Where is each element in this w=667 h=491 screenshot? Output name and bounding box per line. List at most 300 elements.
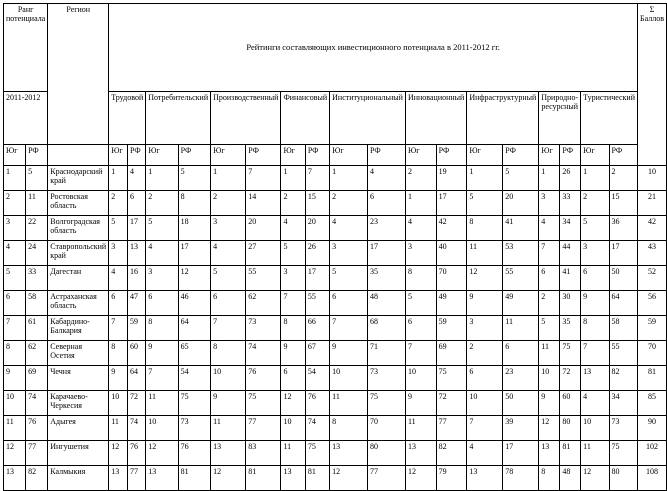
table-row: [4, 291, 667, 316]
rating-cell: 34: [560, 216, 581, 241]
rating-cell: 53: [503, 241, 539, 266]
sum-cell: 42: [637, 216, 666, 241]
region-name: Чечня: [48, 366, 109, 391]
rating-cell: 4: [581, 391, 609, 416]
rating-cell: 2: [211, 191, 246, 216]
rating-cell: 5: [330, 266, 368, 291]
rating-cell: 3: [211, 216, 246, 241]
sum-cell: 52: [637, 266, 666, 291]
rating-cell: 3: [330, 241, 368, 266]
rating-cell: 62: [246, 291, 281, 316]
region-name: Волгоградская область: [48, 216, 109, 241]
category-header: Производственный: [211, 92, 281, 145]
rating-cell: 23: [368, 216, 406, 241]
rating-cell: 82: [609, 366, 637, 391]
rating-cell: 11: [581, 441, 609, 466]
region-name: Ростовская область: [48, 191, 109, 216]
rank-russia: 76: [26, 416, 48, 441]
sum-cell: 85: [637, 391, 666, 416]
rating-cell: 2: [146, 191, 178, 216]
rating-cell: 75: [436, 366, 467, 391]
rating-cell: 10: [405, 366, 436, 391]
rating-cell: 5: [405, 291, 436, 316]
rating-cell: 12: [539, 416, 560, 441]
rating-cell: 3: [539, 191, 560, 216]
rating-cell: 11: [281, 441, 305, 466]
rating-cell: 4: [281, 216, 305, 241]
rating-cell: 33: [560, 191, 581, 216]
rating-cell: 75: [178, 391, 210, 416]
sub-yug: Юг: [281, 145, 305, 166]
rating-cell: 7: [581, 341, 609, 366]
rating-cell: 48: [560, 466, 581, 491]
category-header: Финансовый: [281, 92, 330, 145]
rating-cell: 17: [178, 241, 210, 266]
rating-cell: 1: [281, 166, 305, 191]
rating-cell: 2: [609, 166, 637, 191]
rating-cell: 1: [405, 191, 436, 216]
sub-rf: РФ: [128, 145, 146, 166]
rating-cell: 6: [368, 191, 406, 216]
rating-cell: 73: [368, 366, 406, 391]
rating-cell: 80: [609, 466, 637, 491]
sub-rf: РФ: [305, 145, 329, 166]
rank-south: 8: [4, 341, 26, 366]
rating-cell: 64: [128, 366, 146, 391]
rating-cell: 49: [436, 291, 467, 316]
table-row: [4, 241, 667, 266]
rank-south: 1: [4, 166, 26, 191]
rating-cell: 12: [467, 266, 503, 291]
rating-cell: 13: [128, 241, 146, 266]
rating-cell: 9: [211, 391, 246, 416]
rating-cell: 11: [405, 416, 436, 441]
rank-south: 11: [4, 416, 26, 441]
rating-cell: 13: [405, 441, 436, 466]
investment-potential-table: [3, 3, 667, 491]
rating-cell: 35: [560, 316, 581, 341]
rating-cell: 5: [178, 166, 210, 191]
sum-cell: 102: [637, 441, 666, 466]
rating-cell: 76: [305, 391, 329, 416]
rating-cell: 7: [246, 166, 281, 191]
rating-cell: 8: [539, 466, 560, 491]
rating-cell: 5: [109, 216, 128, 241]
rating-cell: 81: [246, 466, 281, 491]
rank-russia: 24: [26, 241, 48, 266]
rating-cell: 12: [146, 441, 178, 466]
sub-yug: Юг: [467, 145, 503, 166]
rating-cell: 6: [503, 341, 539, 366]
header-row-3: [4, 145, 667, 166]
rating-cell: 7: [305, 166, 329, 191]
rating-cell: 9: [581, 291, 609, 316]
rating-cell: 9: [405, 391, 436, 416]
rating-cell: 13: [146, 466, 178, 491]
rating-cell: 75: [246, 391, 281, 416]
table-row: [4, 366, 667, 391]
rating-cell: 6: [467, 366, 503, 391]
period-header: 2011-2012: [4, 92, 48, 145]
rating-cell: 2: [281, 191, 305, 216]
rating-cell: 60: [128, 341, 146, 366]
rating-cell: 47: [128, 291, 146, 316]
rating-cell: 2: [330, 191, 368, 216]
rating-cell: 8: [330, 416, 368, 441]
rating-cell: 68: [368, 316, 406, 341]
rating-cell: 82: [436, 441, 467, 466]
rating-cell: 4: [211, 241, 246, 266]
rating-cell: 7: [330, 316, 368, 341]
rating-cell: 75: [560, 341, 581, 366]
rating-cell: 36: [609, 216, 637, 241]
rating-cell: 7: [109, 316, 128, 341]
rating-cell: 40: [436, 241, 467, 266]
rating-cell: 5: [146, 216, 178, 241]
category-header: Туристический: [581, 92, 638, 145]
rating-cell: 19: [436, 166, 467, 191]
rating-cell: 77: [368, 466, 406, 491]
rating-cell: 13: [211, 441, 246, 466]
region-name: Кабардино-Балкария: [48, 316, 109, 341]
rating-cell: 50: [503, 391, 539, 416]
sub-yug: Юг: [539, 145, 560, 166]
rating-cell: 27: [246, 241, 281, 266]
rank-south: 10: [4, 391, 26, 416]
rating-cell: 15: [305, 191, 329, 216]
rank-south: 2: [4, 191, 26, 216]
rating-cell: 12: [281, 391, 305, 416]
rating-cell: 60: [560, 391, 581, 416]
rating-cell: 26: [560, 166, 581, 191]
rating-cell: 9: [467, 291, 503, 316]
rating-cell: 13: [581, 366, 609, 391]
rank-russia: 33: [26, 266, 48, 291]
sub-rf: РФ: [609, 145, 637, 166]
rating-cell: 10: [109, 391, 128, 416]
rating-cell: 20: [305, 216, 329, 241]
rating-cell: 11: [109, 416, 128, 441]
sub-rf: РФ: [368, 145, 406, 166]
table-body: [4, 166, 667, 491]
rank-russia: 82: [26, 466, 48, 491]
rating-cell: 76: [178, 441, 210, 466]
rating-cell: 5: [281, 241, 305, 266]
rating-cell: 4: [128, 166, 146, 191]
rating-cell: 79: [436, 466, 467, 491]
rating-cell: 42: [436, 216, 467, 241]
sub-yug: Юг: [581, 145, 609, 166]
rank-south: 12: [4, 441, 26, 466]
table-row: [4, 441, 667, 466]
rating-cell: 17: [503, 441, 539, 466]
rating-cell: 3: [109, 241, 128, 266]
rating-cell: 12: [178, 266, 210, 291]
rating-cell: 6: [109, 291, 128, 316]
rank-russia: 22: [26, 216, 48, 241]
table-row: [4, 191, 667, 216]
header-row-1: [4, 4, 667, 92]
rating-cell: 11: [146, 391, 178, 416]
sum-cell: 10: [637, 166, 666, 191]
rating-cell: 76: [128, 441, 146, 466]
rank-south: 9: [4, 366, 26, 391]
table-row: [4, 341, 667, 366]
rating-cell: 6: [330, 291, 368, 316]
sum-header: Σ Баллов: [637, 4, 666, 166]
rank-south: 5: [4, 266, 26, 291]
rating-cell: 8: [109, 341, 128, 366]
rating-cell: 41: [503, 216, 539, 241]
rating-cell: 77: [246, 416, 281, 441]
rating-cell: 65: [178, 341, 210, 366]
table-row: [4, 416, 667, 441]
rating-cell: 6: [211, 291, 246, 316]
rating-cell: 55: [305, 291, 329, 316]
table-title: Рейтинги составляющих инвестиционного потенциала в 2011-2012 гг.: [109, 4, 638, 92]
rank-south: 13: [4, 466, 26, 491]
rating-cell: 1: [330, 166, 368, 191]
rating-cell: 7: [539, 241, 560, 266]
rating-cell: 78: [503, 466, 539, 491]
rating-cell: 6: [146, 291, 178, 316]
rank-russia: 61: [26, 316, 48, 341]
rating-cell: 10: [146, 416, 178, 441]
rating-cell: 1: [581, 166, 609, 191]
rating-cell: 1: [146, 166, 178, 191]
rating-cell: 4: [368, 166, 406, 191]
rating-cell: 8: [467, 216, 503, 241]
sub-rf: РФ: [246, 145, 281, 166]
rank-russia: 5: [26, 166, 48, 191]
rating-cell: 13: [539, 441, 560, 466]
sum-cell: 56: [637, 291, 666, 316]
rating-cell: 81: [178, 466, 210, 491]
rating-cell: 7: [146, 366, 178, 391]
category-header: Потребительский: [146, 92, 211, 145]
rating-cell: 73: [246, 316, 281, 341]
rating-cell: 3: [405, 241, 436, 266]
region-name: Адыгея: [48, 416, 109, 441]
rating-cell: 1: [211, 166, 246, 191]
rating-cell: 17: [128, 216, 146, 241]
rating-cell: 12: [109, 441, 128, 466]
rank-south: 6: [4, 291, 26, 316]
rating-cell: 5: [539, 316, 560, 341]
rank-header: Ранг потенциала: [4, 4, 48, 92]
rating-cell: 75: [609, 441, 637, 466]
rating-cell: 5: [211, 266, 246, 291]
rating-cell: 71: [368, 341, 406, 366]
rating-cell: 17: [609, 241, 637, 266]
rating-cell: 20: [503, 191, 539, 216]
rating-cell: 70: [436, 266, 467, 291]
rating-cell: 9: [109, 366, 128, 391]
rating-cell: 13: [467, 466, 503, 491]
sum-cell: 90: [637, 416, 666, 441]
sub-yug: Юг: [109, 145, 128, 166]
rating-cell: 13: [330, 441, 368, 466]
rating-cell: 1: [109, 166, 128, 191]
region-name: Астраханская область: [48, 291, 109, 316]
rating-cell: 81: [305, 466, 329, 491]
rating-cell: 16: [128, 266, 146, 291]
region-name: Ингушетия: [48, 441, 109, 466]
rating-cell: 6: [405, 316, 436, 341]
rating-cell: 4: [539, 216, 560, 241]
table-row: [4, 166, 667, 191]
rating-cell: 11: [330, 391, 368, 416]
rating-cell: 48: [368, 291, 406, 316]
rating-cell: 11: [503, 316, 539, 341]
category-header: Инфраструктурный: [467, 92, 539, 145]
sum-cell: 108: [637, 466, 666, 491]
rating-cell: 8: [405, 266, 436, 291]
rating-cell: 44: [560, 241, 581, 266]
rating-cell: 35: [368, 266, 406, 291]
rating-cell: 4: [146, 241, 178, 266]
rating-cell: 1: [467, 166, 503, 191]
rating-cell: 58: [609, 316, 637, 341]
rating-cell: 76: [246, 366, 281, 391]
rating-cell: 9: [539, 391, 560, 416]
sum-cell: 43: [637, 241, 666, 266]
sub-yug: Юг: [330, 145, 368, 166]
rating-cell: 3: [281, 266, 305, 291]
rating-cell: 4: [467, 441, 503, 466]
sub-rf: РФ: [178, 145, 210, 166]
rating-cell: 10: [281, 416, 305, 441]
rating-cell: 11: [211, 416, 246, 441]
rating-cell: 9: [146, 341, 178, 366]
rating-cell: 23: [503, 366, 539, 391]
rating-cell: 5: [581, 216, 609, 241]
rating-cell: 55: [503, 266, 539, 291]
rating-cell: 80: [368, 441, 406, 466]
rating-cell: 54: [178, 366, 210, 391]
rating-cell: 10: [581, 416, 609, 441]
rating-cell: 81: [560, 441, 581, 466]
rating-cell: 17: [305, 266, 329, 291]
rating-cell: 55: [246, 266, 281, 291]
rating-cell: 69: [436, 341, 467, 366]
rating-cell: 12: [211, 466, 246, 491]
rating-cell: 67: [305, 341, 329, 366]
rating-cell: 7: [405, 341, 436, 366]
rating-cell: 77: [436, 416, 467, 441]
rank-south: 3: [4, 216, 26, 241]
rating-cell: 59: [436, 316, 467, 341]
rating-cell: 3: [467, 316, 503, 341]
rating-cell: 8: [581, 316, 609, 341]
rating-cell: 83: [246, 441, 281, 466]
rating-cell: 4: [109, 266, 128, 291]
rating-cell: 9: [281, 341, 305, 366]
rating-cell: 12: [330, 466, 368, 491]
rating-cell: 6: [539, 266, 560, 291]
rating-cell: 66: [305, 316, 329, 341]
rating-cell: 2: [405, 166, 436, 191]
rating-cell: 3: [581, 241, 609, 266]
rating-cell: 3: [146, 266, 178, 291]
rating-cell: 8: [211, 341, 246, 366]
rating-cell: 7: [281, 291, 305, 316]
category-header: Институциональный: [330, 92, 406, 145]
region-name: Карачаево-Черкесия: [48, 391, 109, 416]
rating-cell: 70: [368, 416, 406, 441]
rating-cell: 6: [128, 191, 146, 216]
region-name: Северная Осетия: [48, 341, 109, 366]
table-row: [4, 266, 667, 291]
category-header: Трудовой: [109, 92, 146, 145]
rank-south: 4: [4, 241, 26, 266]
rating-cell: 17: [436, 191, 467, 216]
rank-russia: 11: [26, 191, 48, 216]
rating-cell: 2: [467, 341, 503, 366]
rating-cell: 77: [128, 466, 146, 491]
rating-cell: 74: [246, 341, 281, 366]
sub-rf: РФ: [560, 145, 581, 166]
rating-cell: 20: [246, 216, 281, 241]
region-name: Краснодарский край: [48, 166, 109, 191]
rank-russia: 69: [26, 366, 48, 391]
sub-rf: РФ: [503, 145, 539, 166]
rating-cell: 55: [609, 341, 637, 366]
rating-cell: 46: [178, 291, 210, 316]
region-name: Дагестан: [48, 266, 109, 291]
rating-cell: 12: [581, 466, 609, 491]
rating-cell: 49: [503, 291, 539, 316]
rating-cell: 11: [539, 341, 560, 366]
table-container: [3, 3, 667, 491]
rating-cell: 2: [581, 191, 609, 216]
blank-cell: [48, 145, 109, 166]
rating-cell: 30: [560, 291, 581, 316]
rank-russia: 74: [26, 391, 48, 416]
rank-south: 7: [4, 316, 26, 341]
sub-rf: РФ: [436, 145, 467, 166]
rating-cell: 59: [128, 316, 146, 341]
rating-cell: 2: [109, 191, 128, 216]
rating-cell: 15: [609, 191, 637, 216]
rating-cell: 5: [503, 166, 539, 191]
rating-cell: 8: [178, 191, 210, 216]
rating-cell: 34: [609, 391, 637, 416]
rank-russia: 62: [26, 341, 48, 366]
table-row: [4, 316, 667, 341]
sum-cell: 70: [637, 341, 666, 366]
category-header: Природно-ресурсный: [539, 92, 581, 145]
rating-cell: 7: [467, 416, 503, 441]
rating-cell: 6: [581, 266, 609, 291]
rating-cell: 50: [609, 266, 637, 291]
sub-yug: Юг: [211, 145, 246, 166]
rating-cell: 54: [305, 366, 329, 391]
rating-cell: 73: [178, 416, 210, 441]
region-name: Ставропольский край: [48, 241, 109, 266]
rating-cell: 10: [539, 366, 560, 391]
sum-cell: 81: [637, 366, 666, 391]
rating-cell: 13: [281, 466, 305, 491]
rating-cell: 72: [436, 391, 467, 416]
rank-russia: 58: [26, 291, 48, 316]
rating-cell: 9: [330, 341, 368, 366]
sum-cell: 21: [637, 191, 666, 216]
rating-cell: 7: [211, 316, 246, 341]
rating-cell: 4: [405, 216, 436, 241]
rating-cell: 41: [560, 266, 581, 291]
rating-cell: 1: [539, 166, 560, 191]
